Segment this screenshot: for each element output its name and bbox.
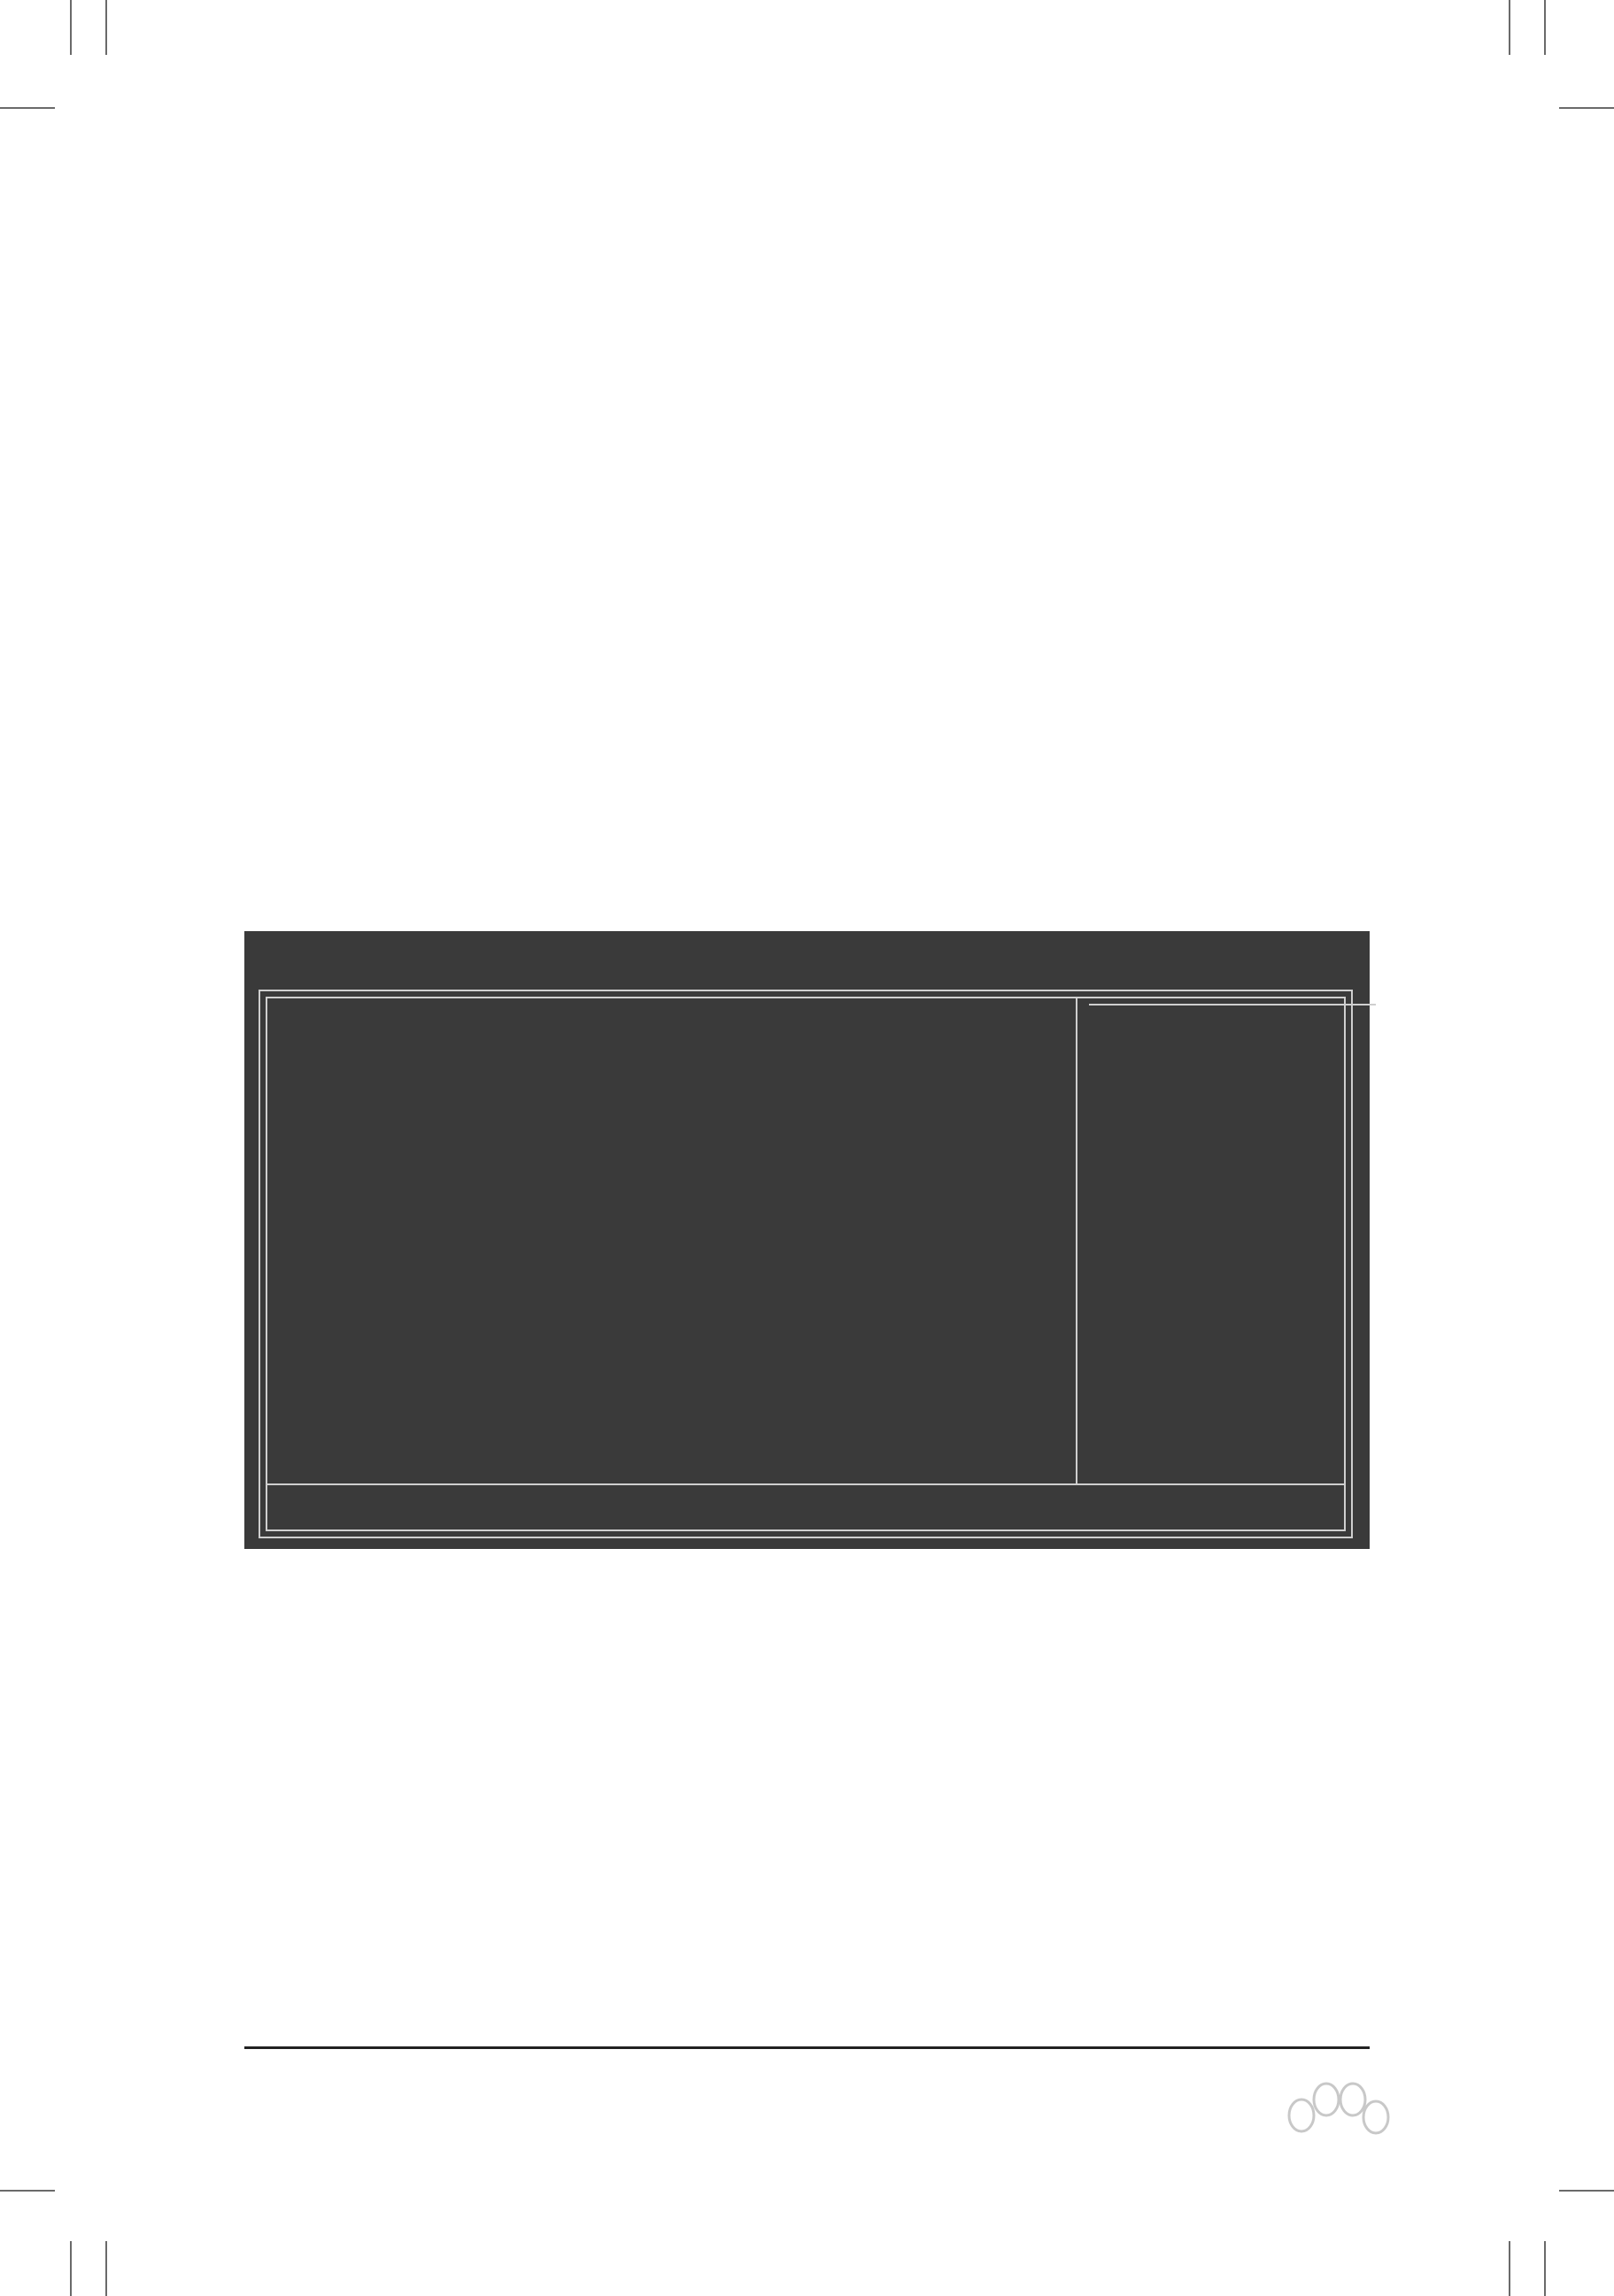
- paw-logo-icon: [1275, 2080, 1399, 2177]
- crop-mark: [105, 2241, 107, 2296]
- crop-mark: [70, 0, 72, 55]
- crop-mark: [0, 2190, 55, 2192]
- footer-rule: [244, 2046, 1370, 2049]
- bios-frame-inner: [266, 997, 1346, 1531]
- crop-mark: [70, 2241, 72, 2296]
- item-help-panel: [1089, 1004, 1376, 1033]
- crop-mark: [1509, 2241, 1510, 2296]
- bios-header: [244, 931, 1370, 933]
- baidu-watermark: [1142, 2080, 1523, 2239]
- crop-mark: [1509, 0, 1510, 55]
- bios-frame: [259, 990, 1353, 1538]
- bios-screen: [244, 931, 1370, 1549]
- item-help-rule: [1089, 1004, 1376, 1005]
- bios-divider: [267, 1483, 1344, 1485]
- menu-level: [1089, 1007, 1376, 1033]
- bios-divider: [1076, 998, 1077, 1483]
- crop-mark: [105, 0, 107, 55]
- bios-key-legend: [289, 1491, 1351, 1547]
- crop-mark: [1559, 2190, 1614, 2192]
- crop-mark: [0, 107, 55, 109]
- key-legend-row: [289, 1512, 1351, 1547]
- crop-mark: [1544, 0, 1546, 55]
- crop-mark: [1544, 2241, 1546, 2296]
- crop-mark: [1559, 107, 1614, 109]
